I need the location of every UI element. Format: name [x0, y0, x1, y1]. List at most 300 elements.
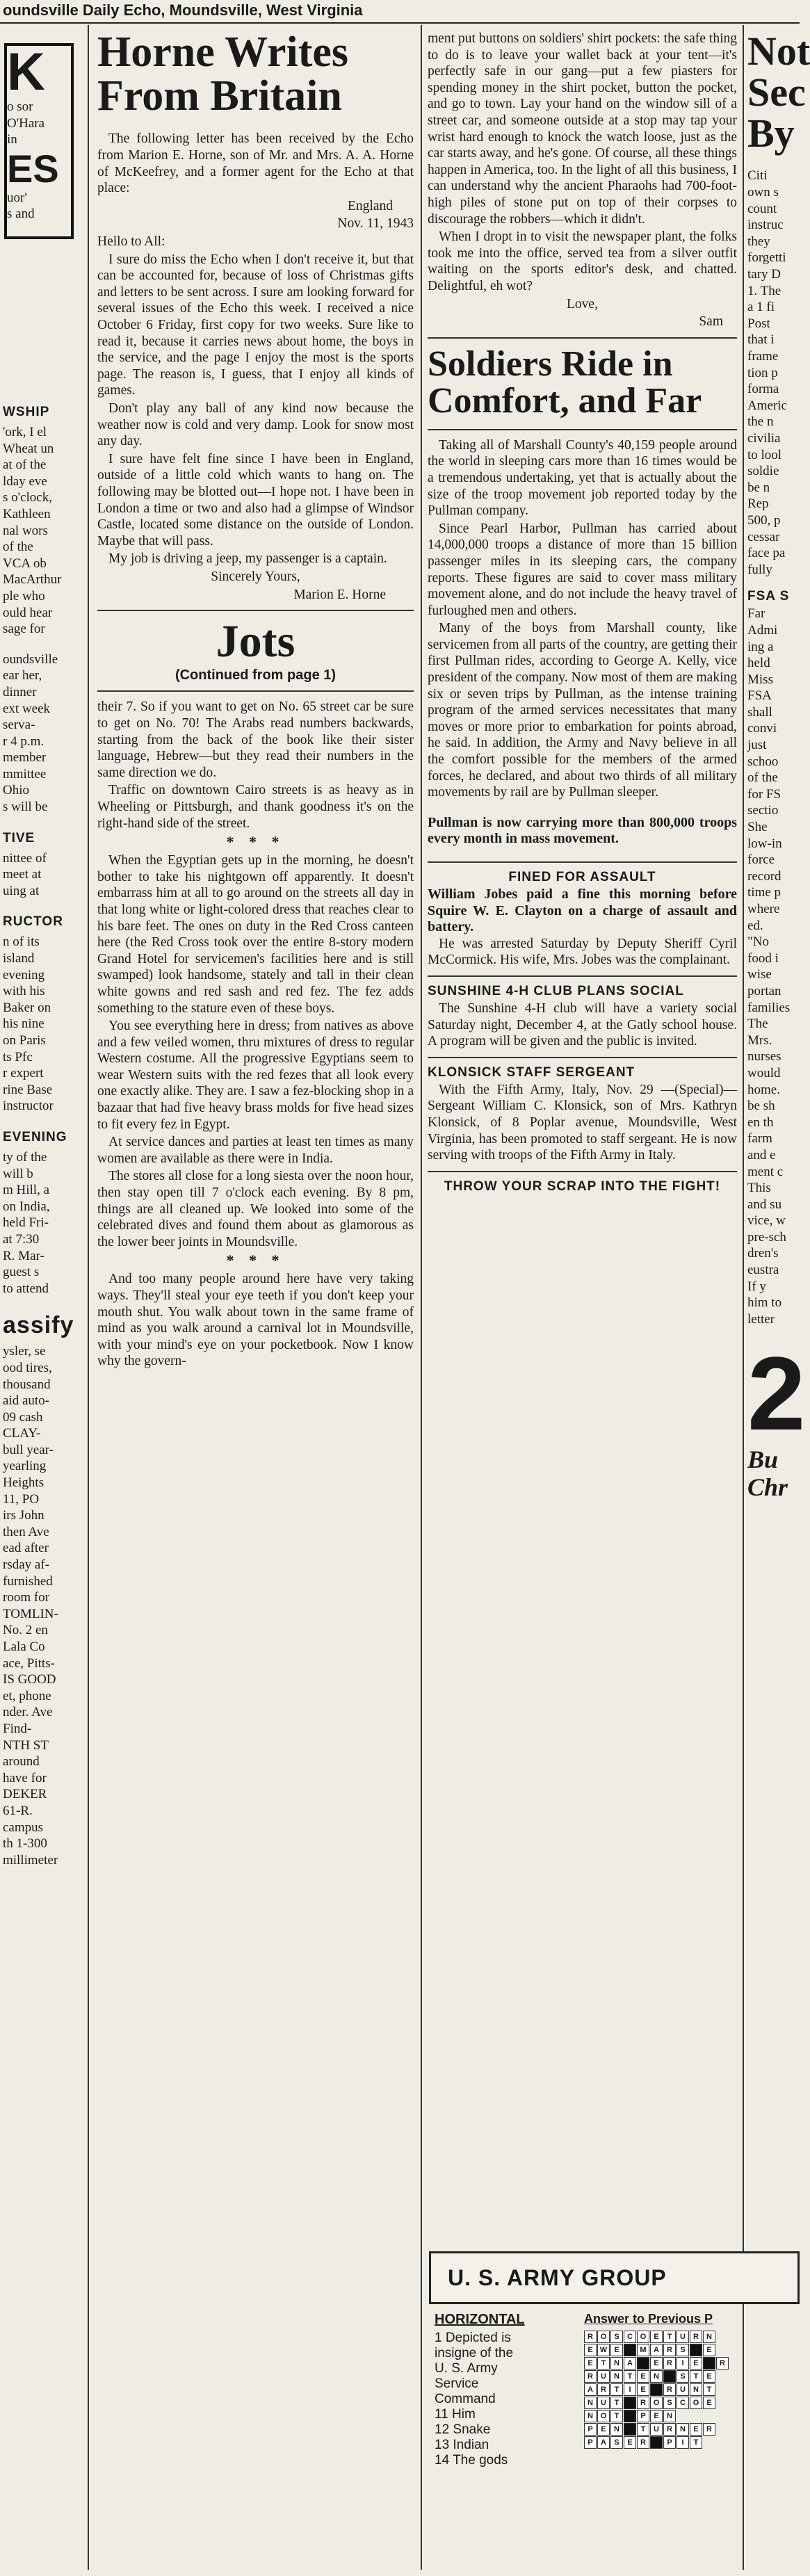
horne-place: England — [348, 198, 393, 213]
fragment-line: vice, w — [747, 1213, 786, 1229]
fragment-line: uor' — [7, 190, 27, 205]
boxed-ad — [4, 43, 74, 239]
soldiers-paragraph: Taking all of Marshall County's 40,159 people around the world in sleeping cars more than 16 times would be a tremendous undertaking, yet that is actually about the size of the troop movement job reported today by the Pullman company. — [428, 437, 737, 519]
fragment-line: low-in — [747, 836, 782, 851]
clue-list — [435, 2331, 581, 2468]
jots-paragraph: And too many people around here have very taking ways. They'll steal your eye teeth if you don't keep your mouth shut. You walk about town in the same frame of mind as you walk around a carnival lot in Moundsville, with your mind's eye on your pocketbook. Now I know why the govern- — [97, 1272, 414, 1369]
divider — [428, 1171, 737, 1172]
fragment-line: at of the — [3, 457, 47, 473]
left-section-label: RUCTOR — [3, 914, 63, 930]
jots-headline: Jots — [216, 616, 295, 667]
grid-cell — [663, 2370, 676, 2383]
fragment-line: room for — [3, 1590, 50, 1605]
grid-cell: A — [650, 2344, 663, 2356]
fragment-line: ts Pfc — [3, 1049, 33, 1064]
fragment-line: held Fri- — [3, 1215, 49, 1231]
grid-cell: S — [677, 2370, 689, 2383]
fragment-line: n of its — [3, 934, 40, 950]
sam-paragraph: ment put buttons on soldiers' shirt pockets: the safe thing to do is to leave your wallet back at your tent—it's perfectly safe in our gang—put a few piasters for spending money in the shirt pocket, button the pocket, and go to town. Lay your hand on the window sill of a street car, and someone outside at a stop may tap your wrist hard enough to knock the watch loose, just as the car starts away, and he's gone. Of course, all these things happen in America, too. In the light of all this business, I can understand why the ancient Pharaohs had 700-foot-high piles of stone put on top of their corpses to discourage the robbers—which it didn't. — [428, 31, 737, 227]
fragment-line: NTH ST — [3, 1737, 49, 1753]
fragment-line: face pa — [747, 546, 786, 561]
fragment-line: at 7:30 — [3, 1231, 40, 1247]
fragment-line: sectio — [747, 803, 779, 818]
grid-cell: R — [637, 2397, 649, 2409]
right-headline-fragment: Not — [747, 29, 810, 74]
fragment-line: guest s — [3, 1265, 40, 1280]
fragment-line: thousand — [3, 1377, 51, 1392]
jots-paragraph: their 7. So if you want to get on No. 65 street car be sure to get on No. 70! The Arabs read numbers backwards, starting from the back of the book like their sister language, Hebrew—but they read their numbers in the same direction we do. — [97, 699, 414, 780]
grid-cell: N — [584, 2410, 597, 2422]
fragment-line: ext week — [3, 701, 51, 716]
grid-cell — [624, 2344, 636, 2356]
grid-cell: E — [610, 2344, 623, 2356]
fragment-line: th 1-300 — [3, 1836, 47, 1852]
fragment-line: CLAY- — [3, 1426, 41, 1441]
section-stars: * * * — [226, 833, 285, 851]
ad-script: Chr — [747, 1473, 788, 1502]
fragment-line: ing a — [747, 639, 774, 654]
grid-cell: E — [703, 2344, 715, 2356]
grid-cell: T — [610, 2397, 623, 2409]
fragment-line: evening — [3, 967, 45, 982]
grid-cell: U — [597, 2370, 610, 2383]
fragment-line: pre-sch — [747, 1229, 786, 1245]
grid-cell — [690, 2344, 702, 2356]
grid-cell: O — [690, 2397, 702, 2409]
fragment-line: dren's — [747, 1246, 779, 1261]
fragment-line: ace, Pitts- — [3, 1655, 55, 1671]
fragment-line: aid auto- — [3, 1393, 50, 1409]
clue-item: 13 Indian — [435, 2438, 489, 2452]
fragment-line: 11, PO — [3, 1491, 40, 1507]
divider — [428, 429, 737, 430]
grid-cell: R — [663, 2344, 676, 2356]
fragment-line: with his — [3, 984, 45, 999]
soldiers-headline: Soldiers Ride in Comfort, and Far — [428, 343, 702, 421]
fragment-line: 500, p — [747, 512, 781, 528]
fragment-line: campus — [3, 1820, 44, 1835]
fragment-line: s will be — [3, 800, 48, 815]
fragment-line: r expert — [3, 1066, 44, 1081]
grid-cell: N — [650, 2370, 663, 2383]
right-fragment-lines — [747, 168, 800, 578]
right-headline-fragment: Sec — [747, 70, 806, 115]
fragment-line: him to — [747, 1295, 782, 1311]
grid-cell: T — [610, 2410, 623, 2422]
fragment-line: m Hill, a — [3, 1183, 50, 1198]
fragment-line: held — [747, 656, 770, 671]
fragment-line: MacArthur — [3, 572, 62, 588]
left-section-label: TIVE — [3, 830, 35, 845]
clue-item: Service — [435, 2376, 479, 2391]
column-rule — [88, 25, 89, 2570]
fragment-line: nder. Ave — [3, 1705, 53, 1720]
fragment-line: furnished — [3, 1573, 53, 1589]
fragment-line: DEKER — [3, 1787, 47, 1802]
grid-cell: I — [677, 2357, 689, 2370]
fragment-line: letter — [747, 1311, 775, 1327]
fragment-line: to lool — [747, 447, 782, 462]
fragment-line: frame — [747, 349, 779, 364]
grid-cell: U — [650, 2423, 663, 2436]
grid-cell: N — [610, 2423, 623, 2436]
fragment-line: for FS — [747, 786, 781, 802]
grid-cell: E — [637, 2383, 649, 2396]
clue-item: insigne of the — [435, 2346, 514, 2360]
fragment-line: instruc — [747, 218, 784, 233]
fragment-line: Americ — [747, 398, 787, 413]
sunshine-title: SUNSHINE 4-H CLUB PLANS SOCIAL — [428, 983, 684, 998]
grid-cell: E — [584, 2357, 597, 2370]
grid-cell: P — [663, 2436, 676, 2449]
grid-cell: R — [584, 2331, 597, 2343]
left-section-label: assify — [3, 1312, 74, 1339]
fragment-line: dinner — [3, 684, 37, 699]
fragment-line: 61-R. — [3, 1803, 33, 1818]
grid-cell: E — [690, 2357, 702, 2370]
left-fragment-column — [3, 28, 85, 2573]
clue-item: U. S. Army — [435, 2361, 498, 2376]
grid-cell: R — [716, 2357, 729, 2370]
masthead: oundsville Daily Echo, Moundsville, West Virginia — [0, 0, 800, 24]
fragment-line: serva- — [3, 718, 35, 733]
fragment-line: to attend — [3, 1281, 49, 1296]
fragment-line: r 4 p.m. — [3, 734, 44, 749]
right-fragment-column — [747, 29, 810, 2242]
fragment-line: ould hear — [3, 605, 53, 620]
grid-cell: E — [650, 2331, 663, 2343]
fragment-line: island — [3, 951, 35, 966]
grid-cell: U — [677, 2383, 689, 2396]
center-right-column — [428, 31, 737, 2249]
grid-cell: U — [597, 2397, 610, 2409]
center-left-column — [97, 31, 414, 2568]
horne-intro: The following letter has been received by the Echo from Marion E. Horne, son of Mr. and Mrs. A. A. Horne of McKeefrey, and a former agent for the Echo at that place: — [97, 131, 414, 196]
fragment-line: of the — [747, 770, 778, 786]
horne-paragraph: Don't play any ball of any kind now because the weather now is cold and very damp. Look for snow most any day. — [97, 400, 414, 449]
column-rule — [743, 25, 744, 2570]
fragment-line: just — [747, 738, 767, 753]
grid-cell: R — [663, 2423, 676, 2436]
grid-cell: E — [597, 2423, 610, 2436]
grid-cell: N — [690, 2383, 702, 2396]
horizontal-label: HORIZONTAL — [435, 2312, 525, 2327]
fragment-line: around — [3, 1754, 40, 1769]
jots-paragraph: The stores all close for a long siesta over the noon hour, then stay open till 7 o'clock each evening. By 8 pm, things are all cleaned up. We looked into some of the celebrated dives and found them about as glamorous as the lower beer joints in Moundsville. — [97, 1169, 414, 1249]
right-section-label: FSA S — [747, 589, 790, 604]
fragment-line: et, phone — [3, 1688, 51, 1703]
fragment-line: IS GOOD — [3, 1672, 56, 1687]
fragment-line: R. Mar- — [3, 1248, 44, 1263]
fragment-line: convi — [747, 721, 777, 736]
grid-cell: T — [624, 2370, 636, 2383]
jots-paragraph: At service dances and parties at least ten times as many women are available as there were in India. — [97, 1135, 414, 1166]
divider — [428, 1057, 737, 1058]
grid-cell: P — [584, 2436, 597, 2449]
horne-paragraph: I sure have felt fine since I have been in England, outside of a little cold which wants to hang on. The following may be blotted out—I hope not. I have been in London a time or two and also had a glimpse of Windsor Castle, located some distance on the outside of London. Maybe that will pass. — [97, 451, 414, 549]
right-headline-fragment: By — [747, 111, 795, 156]
grid-cell: N — [584, 2397, 597, 2409]
section-stars: * * * — [226, 1251, 285, 1270]
fragment-line: of the — [3, 540, 33, 555]
fragment-line: have for — [3, 1770, 47, 1785]
clue-item: 1 Depicted is — [435, 2331, 511, 2345]
grid-cell: I — [677, 2436, 689, 2449]
ad-number: 2 — [747, 1335, 806, 1452]
fragment-line: then Ave — [3, 1524, 49, 1539]
fragment-line: would — [747, 1065, 781, 1080]
grid-cell: T — [703, 2383, 715, 2396]
fragment-line: eustra — [747, 1263, 779, 1278]
left-section-label: WSHIP — [3, 405, 50, 419]
grid-cell: R — [637, 2436, 649, 2449]
fragment-line: Find- — [3, 1721, 32, 1736]
fragment-line: ty of the — [3, 1149, 47, 1165]
clue-item: 12 Snake — [435, 2422, 491, 2437]
jots-continued: (Continued from page 1) — [175, 667, 337, 683]
fragment-line: No. 2 en — [3, 1623, 48, 1638]
grid-cell: U — [677, 2331, 689, 2343]
grid-cell: O — [597, 2410, 610, 2422]
fragment-line: schoo — [747, 754, 779, 769]
grid-cell: A — [584, 2383, 597, 2396]
fragment-line: en th — [747, 1115, 774, 1130]
fragment-line: member — [3, 750, 47, 765]
clue-item: 11 Him — [435, 2407, 476, 2422]
fragment-line: ysler, se — [3, 1344, 46, 1359]
fragment-line: O'Hara — [7, 115, 45, 131]
fragment-line: lday eve — [3, 473, 47, 489]
grid-cell: E — [703, 2370, 715, 2383]
fragment-line: TOMLIN- — [3, 1606, 58, 1621]
right-fragment-lines2 — [747, 606, 800, 1327]
jots-paragraph: Traffic on downtown Cairo streets is as heavy as in Wheeling or Pittsburgh, and thank goodness it's on the right-hand side of the street. — [97, 783, 414, 831]
fragment-line: Ohio — [3, 783, 29, 798]
fragment-line: bull year- — [3, 1442, 54, 1457]
sunshine-body: The Sunshine 4-H club will have a variety social Saturday night, December 4, at the Gatly school house. A program will be given and the public is invited. — [428, 1001, 737, 1049]
grid-cell: S — [610, 2331, 623, 2343]
fragment-line: instructor — [3, 1099, 54, 1114]
fragment-line: 'ork, I el — [3, 425, 47, 439]
fragment-line: "No — [747, 934, 769, 950]
fragment-line: ment c — [747, 1164, 784, 1179]
grid-cell: A — [624, 2357, 636, 2370]
grid-cell: T — [663, 2331, 676, 2343]
soldiers-paragraph: Since Pearl Harbor, Pullman has carried about 14,000,000 troops a distance of more than 15 billion passenger miles in its sleeping cars, the company reports. These figures are said to cover mass military movement alone, and do not include the heavy travel of furloughed men and others. — [428, 521, 737, 618]
grid-cell: W — [597, 2344, 610, 2356]
klonsick-title: KLONSICK STAFF SERGEANT — [428, 1064, 635, 1080]
grid-cell: O — [597, 2331, 610, 2343]
grid-cell — [624, 2423, 636, 2436]
fragment-line: farm — [747, 1131, 772, 1147]
grid-cell: S — [610, 2436, 623, 2449]
grid-cell: E — [703, 2397, 715, 2409]
fragment-line: and e — [747, 1147, 776, 1163]
fragment-line: Rep — [747, 496, 769, 512]
crossword-clues — [435, 2312, 581, 2573]
horne-date: Nov. 11, 1943 — [337, 216, 414, 232]
fragment-line: be n — [747, 480, 770, 495]
fragment-line: and su — [747, 1197, 782, 1212]
fragment-line: Baker on — [3, 1000, 51, 1015]
sam-closing: Love, — [567, 296, 598, 311]
fragment-line: the n — [747, 414, 774, 430]
column-rule — [421, 25, 422, 2570]
fragment-line: mmittee — [3, 766, 47, 781]
fragment-line: This — [747, 1181, 771, 1196]
fragment-line: The — [747, 1016, 768, 1032]
fragment-line: Post — [747, 316, 770, 331]
divider — [428, 975, 737, 977]
grid-cell — [637, 2357, 649, 2370]
crossword-answer — [584, 2312, 800, 2573]
fragment-line: be sh — [747, 1099, 775, 1114]
grid-cell: S — [663, 2397, 676, 2409]
divider — [97, 610, 414, 611]
fragment-line: tion p — [747, 365, 778, 380]
fragment-line: wise — [747, 967, 772, 982]
box-letter: K — [7, 42, 45, 102]
fragment-line: his nine — [3, 1016, 44, 1032]
grid-cell: P — [584, 2423, 597, 2436]
grid-cell: O — [637, 2331, 649, 2343]
fragment-line: Kathleen — [3, 506, 51, 521]
grid-cell: E — [650, 2357, 663, 2370]
fragment-line: ear her, — [3, 668, 42, 683]
fragment-line: they — [747, 234, 770, 249]
klonsick-body: With the Fifth Army, Italy, Nov. 29 —(Special)— Sergeant William C. Klonsick, son of Mrs. Kathryn Klonsick, of 8 Poplar avenue, Moundsville, West Virginia, has been promoted to staff sergeant. He is now serving with troops of the Fifth Army in Italy. — [428, 1082, 737, 1163]
fragment-line: tary D — [747, 267, 781, 282]
grid-cell: I — [624, 2383, 636, 2396]
fragment-line: a 1 fi — [747, 300, 775, 315]
clue-item: Command — [435, 2392, 496, 2406]
fragment-line: nurses — [747, 1049, 781, 1064]
fragment-line: food i — [747, 950, 779, 966]
answer-grid — [584, 2331, 800, 2449]
fragment-line: Admi — [747, 622, 778, 638]
fragment-line: Far — [747, 606, 766, 622]
fragment-line: in — [7, 132, 17, 147]
fragment-line: count — [747, 201, 777, 216]
fragment-line: Heights — [3, 1475, 44, 1491]
grid-cell: E — [637, 2370, 649, 2383]
assault-body: He was arrested Saturday by Deputy Sheriff Cyril McCormick. His wife, Mrs. Jobes was the complainant. — [428, 936, 737, 968]
divider — [97, 690, 414, 692]
fragment-line: families — [747, 1000, 791, 1015]
grid-cell: E — [584, 2344, 597, 2356]
horne-paragraph: I sure do miss the Echo when I don't receive it, but that can be accounted for, because of loss of Christmas gifts and letters to be sent across. I sure am looking forward for several issues of the Echo this week. I received a nice October 6 Friday, first copy for two weeks. Sure like to read it, because it carries news about home, the boys in the service, and the page I enjoy the most is the sports page. The reason is, I guess, that I enjoy all kinds of games. — [97, 252, 414, 398]
horne-closing: Sincerely Yours, — [211, 569, 300, 584]
grid-cell: C — [624, 2331, 636, 2343]
grid-cell: M — [637, 2344, 649, 2356]
grid-cell: A — [597, 2436, 610, 2449]
grid-cell: T — [690, 2436, 702, 2449]
grid-cell: E — [650, 2410, 663, 2422]
fragment-line: cessar — [747, 529, 780, 544]
army-group-banner: U. S. ARMY GROUP — [429, 2251, 800, 2304]
fragment-line: FSA — [747, 688, 772, 704]
scrap-slogan: THROW YOUR SCRAP INTO THE FIGHT! — [444, 1178, 721, 1194]
fragment-line: ed. — [747, 918, 763, 933]
grid-cell: N — [610, 2370, 623, 2383]
grid-cell: P — [637, 2410, 649, 2422]
jots-paragraph: You see everything here in dress; from natives as above and a few veiled women, thru mixtures of dress to regular Western costume. All the progressive Egyptians seem to wear Western suits with the red fezes that all look every one exactly alike. They are. I saw a fez-blocking shop in a bazaar that had five heavy brass molds for five head sizes to fit every fez in Egypt. — [97, 1019, 414, 1132]
fragment-line: own s — [747, 185, 779, 200]
grid-cell: N — [703, 2331, 715, 2343]
fragment-line: home. — [747, 1082, 780, 1097]
fragment-line: nittee of — [3, 850, 47, 866]
horne-headline: Horne Writes From Britain — [97, 29, 349, 120]
fragment-line: s and — [7, 206, 35, 222]
grid-cell: E — [690, 2423, 702, 2436]
grid-cell: T — [610, 2383, 623, 2396]
assault-title: FINED FOR ASSAULT — [508, 870, 656, 884]
sam-signature: Sam — [699, 314, 723, 330]
grid-cell: T — [597, 2357, 610, 2370]
fragment-line: shall — [747, 704, 772, 720]
fragment-line: will b — [3, 1166, 33, 1181]
soldiers-paragraph: Many of the boys from Marshall county, like servicemen from all parts of the country, are getting their first Pullman rides, according to George A. Kelly, vice president of the company. Now most of them are making six or seven trips by Pullman, as the intense training program of the armed services necessitates that many moves or more prior to embarkation for points abroad, he said. In addition, the Army and Navy believe in all the comfort possible for the members of the armed forces, he declared, and about two thirds of all military movements by rail are by Pullman sleeper. — [428, 621, 737, 800]
fragment-line: yearling — [3, 1459, 47, 1474]
fragment-line: Miss — [747, 672, 773, 687]
ad-script: Bu — [747, 1445, 779, 1474]
divider — [428, 861, 737, 863]
grid-cell — [650, 2436, 663, 2449]
fragment-line: She — [747, 820, 768, 835]
fragment-line: forgetti — [747, 250, 786, 266]
fragment-line: oundsville — [3, 651, 58, 667]
fragment-line: Citi — [747, 168, 768, 184]
fragment-line: 1. The — [747, 283, 781, 298]
grid-cell: O — [650, 2397, 663, 2409]
sam-paragraph: When I dropt in to visit the newspaper plant, the folks took me into the office, served tea from a silver outfit waiting on the sports editor's desk, and chatted. Delightful, eh wot? — [428, 229, 737, 293]
assault-lead: William Jobes paid a fine this morning before Squire W. E. Clayton on a charge of assault and battery. — [428, 886, 737, 935]
fragment-line: rsday af- — [3, 1557, 49, 1573]
left-section-label: EVENING — [3, 1129, 67, 1144]
horne-signature: Marion E. Horne — [293, 587, 386, 602]
fragment-line: millimeter — [3, 1852, 58, 1868]
grid-cell: C — [677, 2397, 689, 2409]
soldiers-closing: Pullman is now carrying more than 800,000 troops every month in mass movement. — [428, 814, 737, 847]
fragment-line: ead after — [3, 1541, 49, 1556]
fragment-line: record — [747, 868, 781, 884]
left-fragment-sections — [3, 389, 85, 1868]
fragment-line: Mrs. — [747, 1032, 772, 1048]
fragment-line: where — [747, 902, 780, 916]
fragment-line: ood tires, — [3, 1360, 52, 1375]
fragment-line: uing at — [3, 883, 40, 898]
fragment-line: sage for — [3, 622, 45, 637]
fragment-line: Lala Co — [3, 1639, 45, 1654]
fragment-line: fully — [747, 562, 772, 577]
fragment-line: nal wors — [3, 523, 48, 538]
fragment-line: portan — [747, 983, 781, 998]
grid-cell: R — [690, 2331, 702, 2343]
jots-paragraph: When the Egyptian gets up in the morning, he doesn't bother to take his nightgown off apparently. It doesn't embarrass him at all to go around on the streets all day in that long white or light-colored dress that reaches clear to his bare feet. The ones on duty in the Red Cross canteen here (the Red Cross took over the entire 8-story modern Grand Hotel for servicemen's facilities here and is still swamped) look handsome, stately and tall in their clean white gowns and red sash and red fez. The fez adds something to the stature even of these boys. — [97, 853, 414, 1016]
answer-label: Answer to Previous P — [584, 2312, 713, 2326]
fragment-line: meet at — [3, 867, 42, 882]
fragment-line: on Paris — [3, 1033, 46, 1048]
divider — [428, 337, 737, 339]
fragment-line: rine Base — [3, 1082, 53, 1097]
grid-cell: N — [610, 2357, 623, 2370]
grid-cell — [703, 2357, 715, 2370]
fragment-line: forma — [747, 382, 779, 397]
grid-cell — [624, 2410, 636, 2422]
fragment-line: VCA ob — [3, 556, 47, 571]
grid-cell: E — [624, 2436, 636, 2449]
fragment-line: time p — [747, 885, 781, 900]
